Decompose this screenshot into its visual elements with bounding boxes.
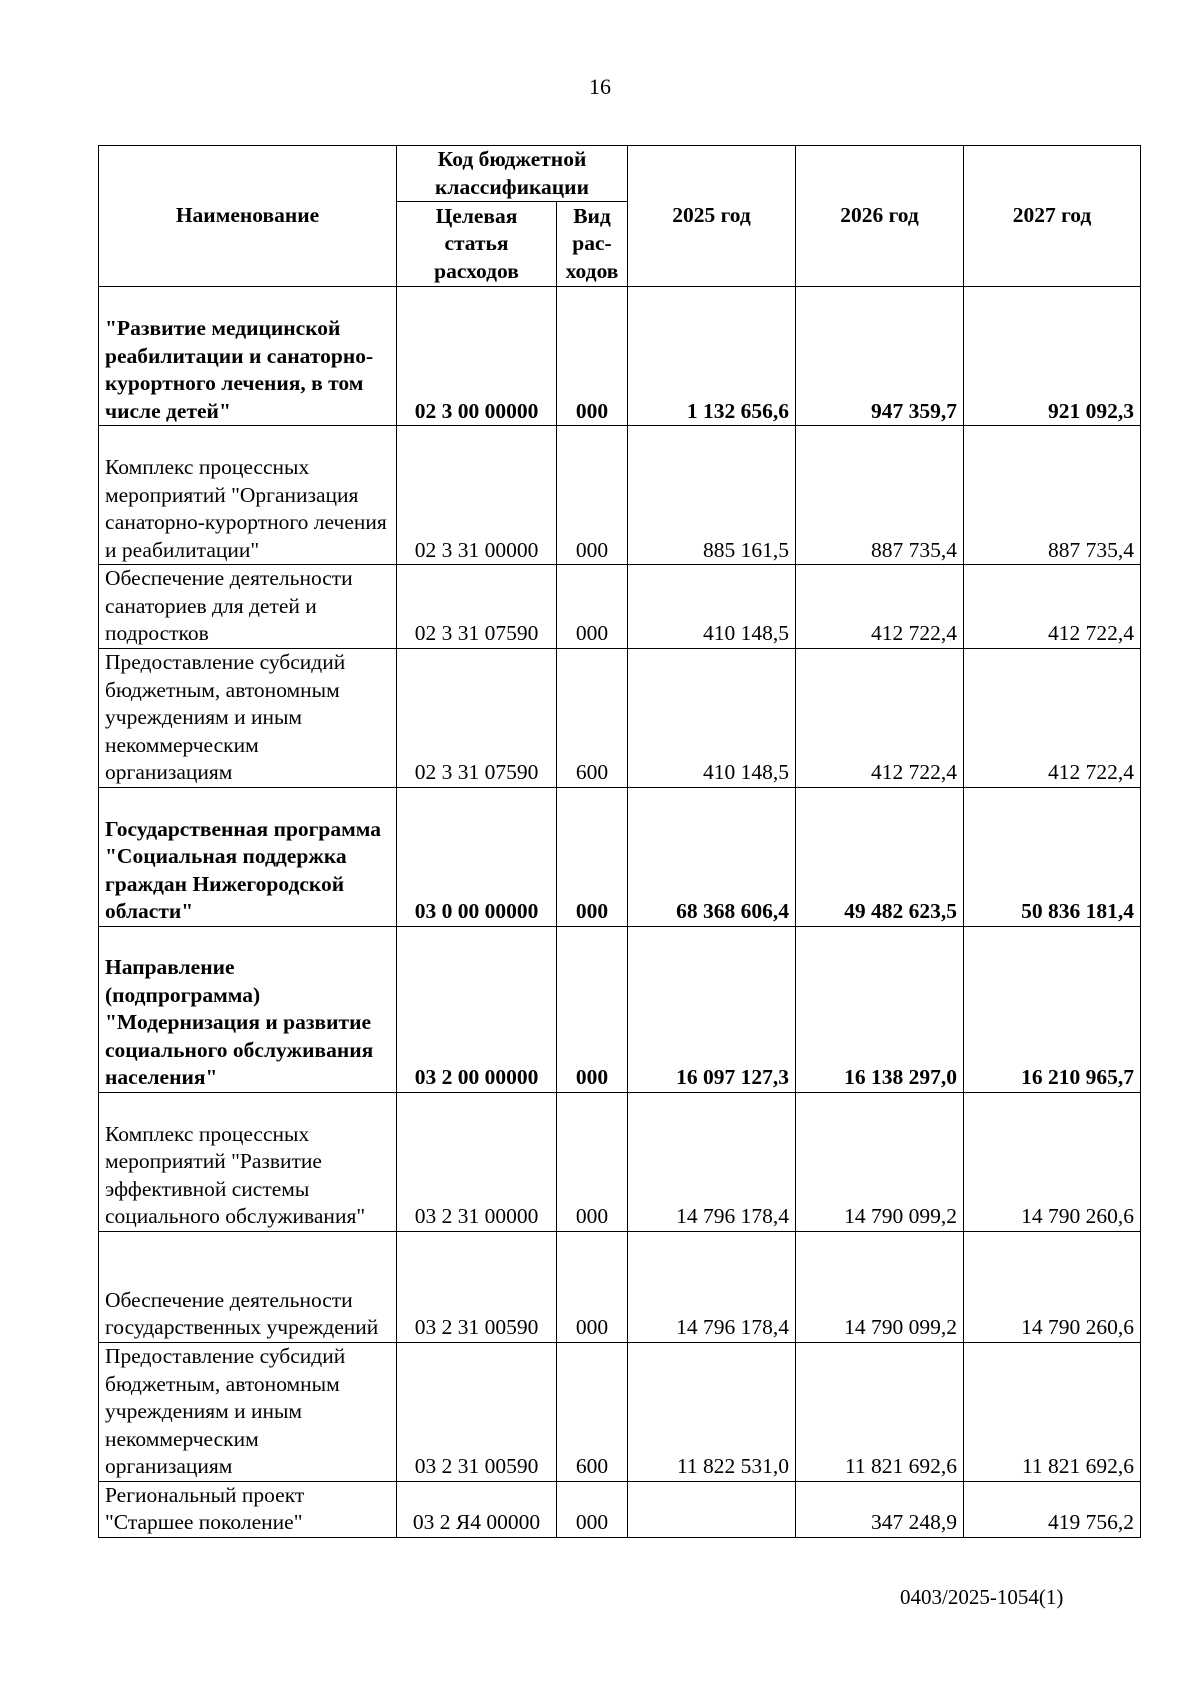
row-target-article: 03 2 00 00000 (397, 926, 557, 1092)
row-value-2025: 14 796 178,4 (628, 1231, 796, 1342)
page-number: 16 (589, 74, 611, 99)
row-target-article: 02 3 31 00000 (397, 426, 557, 565)
row-value-2025: 68 368 606,4 (628, 787, 796, 926)
row-value-2027: 16 210 965,7 (964, 926, 1141, 1092)
row-value-2027: 11 821 692,6 (964, 1342, 1141, 1481)
table-row (99, 787, 1141, 926)
row-value-2027: 14 790 260,6 (964, 1231, 1141, 1342)
header-name: Наименование (99, 146, 397, 287)
table-row (99, 1481, 1141, 1537)
row-name: Предоставление субсидий бюджетным, автономным учреждениям и иным некоммерческим организациям (99, 648, 397, 787)
row-value-2027: 419 756,2 (964, 1481, 1141, 1537)
row-value-2026: 347 248,9 (796, 1481, 964, 1537)
row-name: Обеспечение деятельности государственных учреждений (99, 1231, 397, 1342)
header-year-2025: 2025 год (628, 146, 796, 287)
row-target-article: 03 0 00 00000 (397, 787, 557, 926)
header-row-top (99, 146, 1141, 202)
table-row (99, 565, 1141, 649)
row-name: Предоставление субсидий бюджетным, автономным учреждениям и иным некоммерческим организациям (99, 1342, 397, 1481)
row-target-article: 02 3 31 07590 (397, 648, 557, 787)
row-value-2026: 14 790 099,2 (796, 1231, 964, 1342)
row-value-2025: 410 148,5 (628, 565, 796, 649)
row-value-2025: 14 796 178,4 (628, 1092, 796, 1231)
row-expense-type: 000 (557, 787, 628, 926)
row-value-2026: 412 722,4 (796, 565, 964, 649)
row-value-2027: 50 836 181,4 (964, 787, 1141, 926)
row-expense-type: 000 (557, 1092, 628, 1231)
row-target-article: 03 2 31 00590 (397, 1231, 557, 1342)
row-expense-type: 600 (557, 1342, 628, 1481)
row-target-article: 02 3 31 07590 (397, 565, 557, 649)
row-value-2026: 412 722,4 (796, 648, 964, 787)
row-value-2026: 49 482 623,5 (796, 787, 964, 926)
row-name: Комплекс процессных мероприятий "Организация санаторно-курортного лечения и реабилитации" (99, 426, 397, 565)
header-budget-code-group: Код бюджетной классификации (397, 146, 628, 202)
row-value-2027: 412 722,4 (964, 648, 1141, 787)
header-expense-type: Вид рас-ходов (557, 202, 628, 287)
table-row (99, 926, 1141, 1092)
row-name: Комплекс процессных мероприятий "Развитие эффективной системы социального обслуживания" (99, 1092, 397, 1231)
table-row (99, 287, 1141, 426)
table-row (99, 1092, 1141, 1231)
row-expense-type: 600 (557, 648, 628, 787)
row-value-2026: 887 735,4 (796, 426, 964, 565)
row-expense-type: 000 (557, 926, 628, 1092)
row-name: Обеспечение деятельности санаториев для детей и подростков (99, 565, 397, 649)
table-row (99, 1231, 1141, 1342)
budget-table (98, 145, 1141, 1538)
row-name: Региональный проект "Старшее поколение" (99, 1481, 397, 1537)
row-value-2027: 921 092,3 (964, 287, 1141, 426)
table-row (99, 426, 1141, 565)
row-value-2025: 885 161,5 (628, 426, 796, 565)
row-value-2025: 16 097 127,3 (628, 926, 796, 1092)
row-value-2026: 11 821 692,6 (796, 1342, 964, 1481)
row-value-2027: 887 735,4 (964, 426, 1141, 565)
row-name: "Развитие медицинской реабилитации и санаторно-курортного лечения, в том числе детей" (99, 287, 397, 426)
row-value-2025: 11 822 531,0 (628, 1342, 796, 1481)
row-expense-type: 000 (557, 565, 628, 649)
row-expense-type: 000 (557, 1481, 628, 1537)
header-target-article: Целевая статья расходов (397, 202, 557, 287)
row-name: Государственная программа "Социальная поддержка граждан Нижегородской области" (99, 787, 397, 926)
row-name: Направление (подпрограмма) "Модернизация и развитие социального обслуживания населения" (99, 926, 397, 1092)
row-value-2025 (628, 1481, 796, 1537)
table-row (99, 648, 1141, 787)
row-value-2025: 410 148,5 (628, 648, 796, 787)
document-code: 0403/2025-1054(1) (900, 1585, 1064, 1609)
table-row (99, 1342, 1141, 1481)
row-value-2027: 412 722,4 (964, 565, 1141, 649)
row-expense-type: 000 (557, 1231, 628, 1342)
row-value-2026: 14 790 099,2 (796, 1092, 964, 1231)
row-target-article: 03 2 Я4 00000 (397, 1481, 557, 1537)
header-year-2027: 2027 год (964, 146, 1141, 287)
row-value-2025: 1 132 656,6 (628, 287, 796, 426)
row-target-article: 02 3 00 00000 (397, 287, 557, 426)
row-value-2026: 16 138 297,0 (796, 926, 964, 1092)
header-year-2026: 2026 год (796, 146, 964, 287)
row-value-2026: 947 359,7 (796, 287, 964, 426)
row-expense-type: 000 (557, 287, 628, 426)
row-expense-type: 000 (557, 426, 628, 565)
row-target-article: 03 2 31 00000 (397, 1092, 557, 1231)
row-value-2027: 14 790 260,6 (964, 1092, 1141, 1231)
row-target-article: 03 2 31 00590 (397, 1342, 557, 1481)
